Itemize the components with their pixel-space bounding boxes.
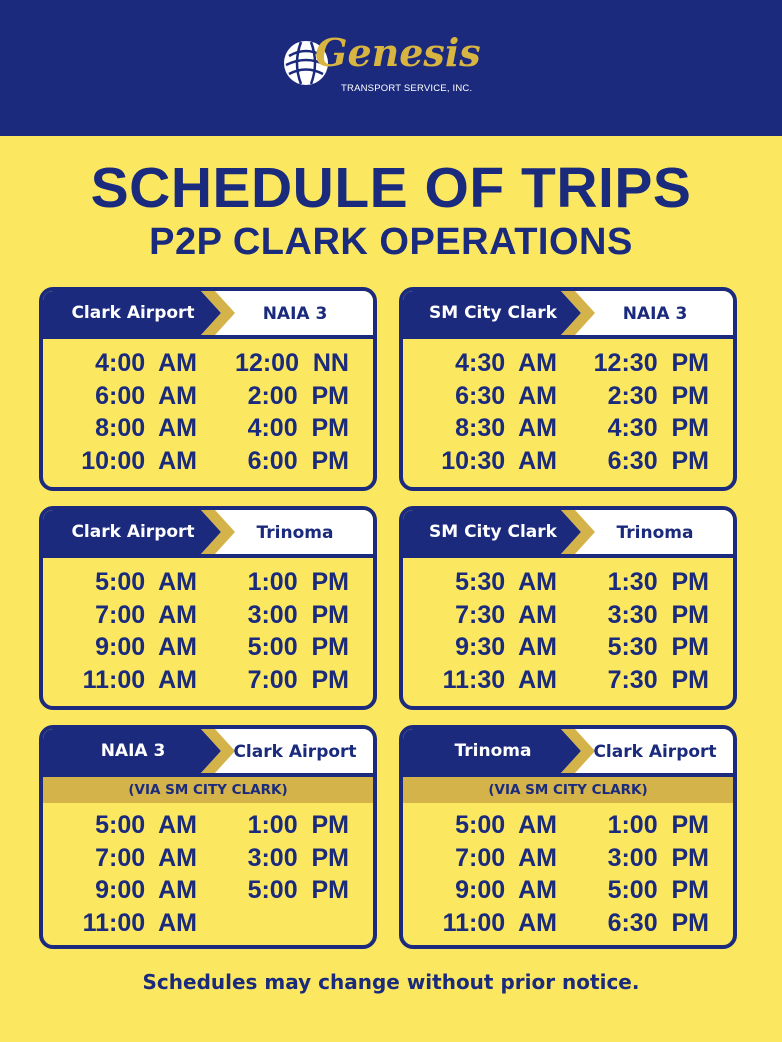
departure-times <box>43 803 373 939</box>
route-via-note: (VIA SM CITY CLARK) <box>43 777 373 803</box>
departure-time: 7:30 PM <box>607 665 709 694</box>
time-row <box>403 907 733 940</box>
route-destination: Trinoma <box>616 523 694 543</box>
departure-time: 9:00 AM <box>95 876 197 904</box>
time-row <box>403 412 733 445</box>
departure-time: 11:00 AM <box>82 665 197 694</box>
departure-time: 4:00 AM <box>95 349 197 377</box>
route-card <box>39 287 377 491</box>
logo-name: Genesis <box>315 30 481 75</box>
route-destination: Clark Airport <box>233 742 357 762</box>
time-row <box>43 347 373 380</box>
time-row <box>403 664 733 697</box>
route-destination: NAIA 3 <box>262 304 328 324</box>
departure-time: 1:30 PM <box>607 568 709 596</box>
route-origin: Clark Airport <box>71 303 195 323</box>
route-origin: SM City Clark <box>429 303 557 323</box>
departure-time: 6:00 AM <box>95 381 197 410</box>
route-card <box>399 725 737 949</box>
departure-time: 3:30 PM <box>607 600 709 629</box>
departure-time: 8:00 AM <box>95 414 197 442</box>
route-destination: NAIA 3 <box>622 304 688 324</box>
departure-time: 11:00 AM <box>442 908 557 937</box>
departure-time: 7:30 AM <box>455 600 557 629</box>
departure-time: 5:30 PM <box>607 633 709 661</box>
departure-time: 3:00 PM <box>247 600 349 629</box>
departure-time: 7:00 AM <box>95 843 197 872</box>
time-row <box>403 874 733 907</box>
time-row <box>43 907 373 940</box>
time-row <box>403 445 733 478</box>
departure-times <box>43 558 373 696</box>
time-row <box>403 599 733 632</box>
departure-time: 9:00 AM <box>455 876 557 904</box>
time-row <box>43 380 373 413</box>
page-title: SCHEDULE OF TRIPS <box>90 156 692 220</box>
time-row <box>43 874 373 907</box>
route-card <box>399 287 737 491</box>
time-row <box>43 664 373 697</box>
departure-time: 5:00 AM <box>455 811 557 839</box>
departure-time: 5:00 AM <box>95 811 197 839</box>
departure-time: 6:30 AM <box>455 381 557 410</box>
time-row <box>403 380 733 413</box>
route-origin: SM City Clark <box>429 522 557 542</box>
departure-time: 12:00 NN <box>235 349 349 377</box>
time-row <box>403 631 733 664</box>
departure-time: 11:30 AM <box>442 665 557 694</box>
route-header <box>403 729 733 777</box>
departure-time: 1:00 PM <box>607 811 709 839</box>
time-row <box>43 599 373 632</box>
time-row <box>43 809 373 842</box>
departure-time: 4:30 PM <box>607 414 709 442</box>
disclaimer-text: Schedules may change without prior notice. <box>142 970 640 994</box>
time-row <box>403 809 733 842</box>
departure-time: 3:00 PM <box>607 843 709 872</box>
time-row <box>43 566 373 599</box>
departure-times <box>403 339 733 477</box>
departure-time: 6:00 PM <box>247 446 349 475</box>
departure-time: 7:00 AM <box>95 600 197 629</box>
logo-tagline: TRANSPORT SERVICE, INC. <box>341 83 473 94</box>
departure-time: 3:00 PM <box>247 843 349 872</box>
route-via-note: (VIA SM CITY CLARK) <box>403 777 733 803</box>
departure-time: 7:00 AM <box>455 843 557 872</box>
route-card <box>399 506 737 710</box>
route-destination: Clark Airport <box>593 742 717 762</box>
route-header <box>43 291 373 339</box>
time-row <box>43 445 373 478</box>
departure-time: 4:00 PM <box>247 414 349 442</box>
route-header <box>43 510 373 558</box>
departure-time: 6:30 PM <box>607 446 709 475</box>
departure-time: 5:00 PM <box>247 876 349 904</box>
departure-time: 5:00 AM <box>95 568 197 596</box>
time-row <box>403 347 733 380</box>
departure-time: 6:30 PM <box>607 908 709 937</box>
departure-time: 12:30 PM <box>593 349 709 377</box>
route-card <box>39 506 377 710</box>
route-card <box>39 725 377 949</box>
departure-time: 1:00 PM <box>247 811 349 839</box>
route-header <box>403 291 733 339</box>
route-header <box>43 729 373 777</box>
route-destination: Trinoma <box>256 523 334 543</box>
time-row <box>403 842 733 875</box>
time-row <box>403 566 733 599</box>
departure-time: 1:00 PM <box>247 568 349 596</box>
departure-time: 4:30 AM <box>455 349 557 377</box>
departure-time: 5:30 AM <box>455 568 557 596</box>
route-origin: Trinoma <box>454 741 532 761</box>
time-row <box>43 412 373 445</box>
page-subtitle: P2P CLARK OPERATIONS <box>149 221 633 263</box>
departure-time: 2:00 PM <box>247 381 349 410</box>
departure-time: 11:00 AM <box>82 908 197 937</box>
departure-time: 10:30 AM <box>441 446 557 475</box>
departure-time: 2:30 PM <box>607 381 709 410</box>
departure-time: 8:30 AM <box>455 414 557 442</box>
route-header <box>403 510 733 558</box>
genesis-logo <box>281 30 491 96</box>
departure-times <box>43 339 373 477</box>
departure-times <box>403 803 733 939</box>
departure-time: 5:00 PM <box>247 633 349 661</box>
departure-time <box>203 907 349 939</box>
departure-time: 7:00 PM <box>247 665 349 694</box>
route-origin: NAIA 3 <box>100 741 166 761</box>
time-row <box>43 631 373 664</box>
header-banner <box>0 0 782 136</box>
departure-time: 9:00 AM <box>95 633 197 661</box>
time-row <box>43 842 373 875</box>
departure-time: 10:00 AM <box>81 446 197 475</box>
departure-time: 9:30 AM <box>455 633 557 661</box>
route-origin: Clark Airport <box>71 522 195 542</box>
departure-times <box>403 558 733 696</box>
departure-time: 5:00 PM <box>607 876 709 904</box>
